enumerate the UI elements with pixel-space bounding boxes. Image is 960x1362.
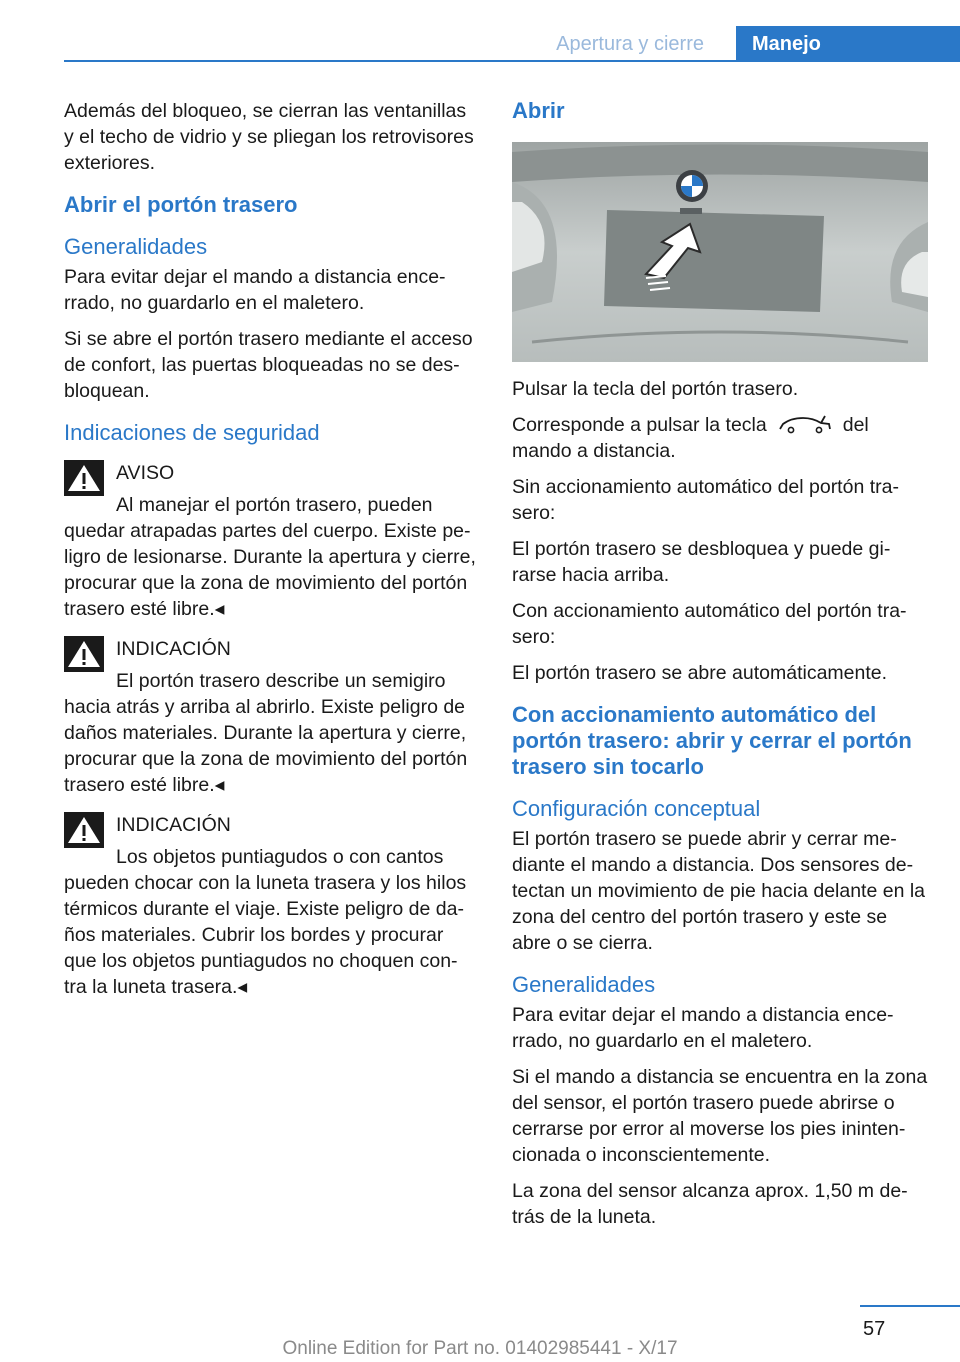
corresponds-text-after: del mando a distancia. xyxy=(512,414,869,462)
warning-text: Al manejar el portón trasero, pueden quedar atrapadas partes del cuerpo. Existe pe-ligro de lesionarse. Durante la apertura y cierre, procurar que la zona de movimiento del portón trasero esté libre.◂ xyxy=(64,494,476,620)
heading-general-right: Generalidades xyxy=(512,972,656,997)
general-right-paragraph-3: La zona del sensor alcanza aprox. 1,50 m de-trás de la luneta. xyxy=(512,1180,908,1228)
warning-title: INDICACIÓN xyxy=(116,638,231,660)
header-chapter-tab: Manejo xyxy=(736,26,960,62)
heading-safety: Indicaciones de seguridad xyxy=(64,420,320,445)
left-column xyxy=(64,98,480,1010)
warning-block-2 xyxy=(64,636,480,798)
no-auto-label: Sin accionamiento automático del portón tra-sero: xyxy=(512,476,899,524)
car-tailgate-icon xyxy=(777,414,833,434)
edition-text: Online Edition for Part no. 01402985441 - X/17 xyxy=(282,1338,678,1359)
auto-label: Con accionamiento automático del portón tra-sero: xyxy=(512,600,907,648)
corresponds-paragraph xyxy=(512,412,928,464)
heading-handsfree: Con accionamiento automático del portón trasero: abrir y cerrar el portón trasero sin tocarlo xyxy=(512,702,912,779)
warning-title: AVISO xyxy=(116,462,175,484)
header-section-title: Apertura y cierre xyxy=(556,33,704,55)
heading-general-left: Generalidades xyxy=(64,234,208,259)
intro-paragraph: Además del bloqueo, se cierran las ventanillas y el techo de vidrio y se pliegan los retrovisores exteriores. xyxy=(64,100,474,174)
page-number: 57 xyxy=(863,1318,886,1340)
general-paragraph-1: Para evitar dejar el mando a distancia ence-rrado, no guardarlo en el maletero. xyxy=(64,266,446,314)
warning-triangle-icon xyxy=(64,636,104,672)
warning-block-1 xyxy=(64,460,480,622)
right-column xyxy=(512,98,928,1240)
warning-triangle-icon xyxy=(64,460,104,496)
general-right-paragraph-1: Para evitar dejar el mando a distancia ence-rrado, no guardarlo en el maletero. xyxy=(512,1004,894,1052)
corresponds-text-before: Corresponde a pulsar la tecla xyxy=(512,414,767,436)
heading-abrir: Abrir xyxy=(512,98,565,123)
header-rule xyxy=(64,60,960,62)
warning-triangle-icon xyxy=(64,812,104,848)
no-auto-text: El portón trasero se desbloquea y puede gi-rarse hacia arriba. xyxy=(512,538,891,586)
general-paragraph-2: Si se abre el portón trasero mediante el acceso de confort, las puertas bloqueadas no se des-bloquean. xyxy=(64,328,473,402)
warning-block-3 xyxy=(64,812,480,1000)
photo-caption: Pulsar la tecla del portón trasero. xyxy=(512,378,799,400)
warning-text: Los objetos puntiagudos o con cantos pueden chocar con la luneta trasera y los hilos térmicos durante el viaje. Existe peligro de da-ños materiales. Cubrir los bordes y procurar que los objetos puntiagudos no choquen con-tra la luneta trasera.◂ xyxy=(64,846,467,998)
auto-text: El portón trasero se abre automáticamente. xyxy=(512,662,888,684)
concept-paragraph: El portón trasero se puede abrir y cerrar me-diante el mando a distancia. Dos sensores de-tectan un movimiento de pie hacia delante en la zona del centro del portón trasero y este se abre o se cierra. xyxy=(512,828,926,954)
tailgate-photo xyxy=(512,142,928,362)
warning-text: El portón trasero describe un semigiro hacia atrás y arriba al abrirlo. Existe peligro de daños materiales. Durante la apertura y cierre, procurar que la zona de movimiento del portón trasero esté libre.◂ xyxy=(64,670,468,796)
general-right-paragraph-2: Si el mando a distancia se encuentra en la zona del sensor, el portón trasero puede abrirse o cerrarse por error al moverse los pies ininten-cionada o inconscientemente. xyxy=(512,1066,928,1166)
warning-title: INDICACIÓN xyxy=(116,814,231,836)
heading-open-tailgate: Abrir el portón trasero xyxy=(64,192,298,217)
footer-rule xyxy=(860,1305,960,1307)
heading-concept: Configuración conceptual xyxy=(512,796,761,821)
